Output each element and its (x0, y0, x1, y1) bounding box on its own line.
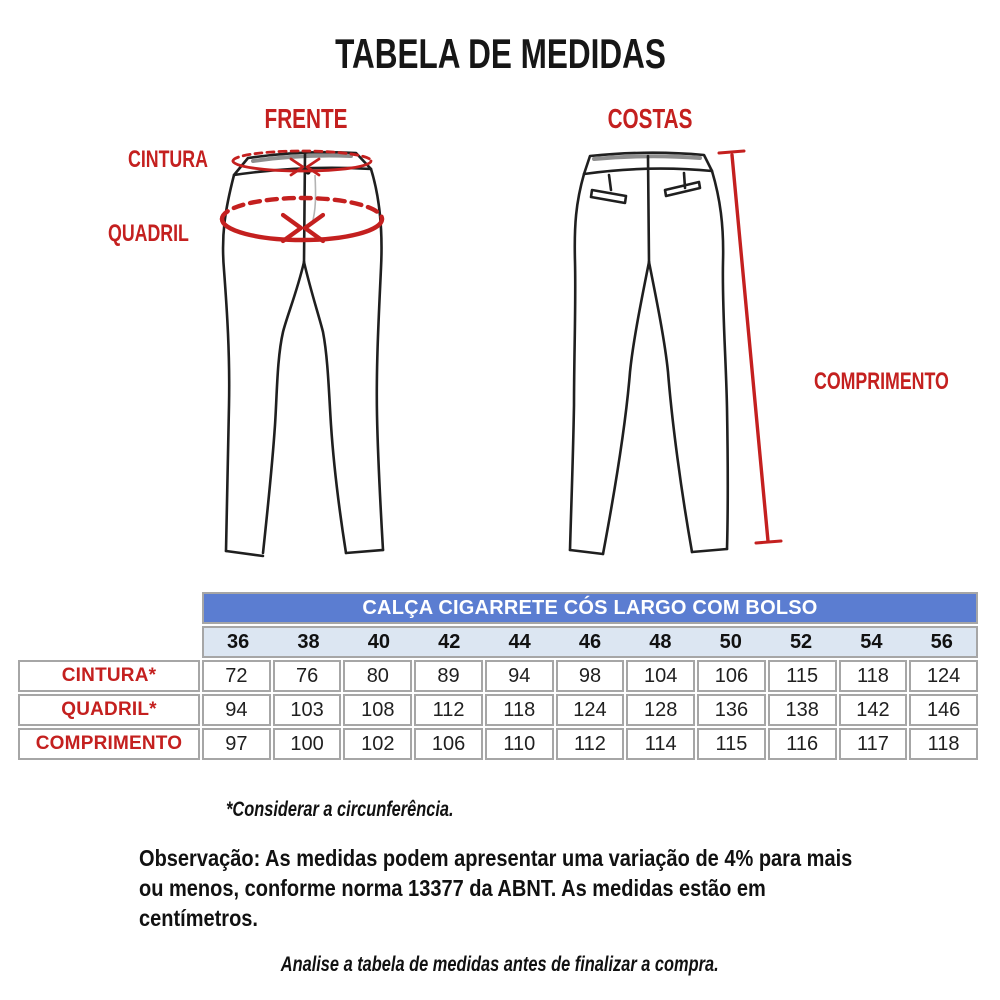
size-column-header: 50 (719, 630, 742, 653)
measurement-value-cell: 72 (202, 660, 271, 692)
measurement-value-cell: 97 (202, 728, 271, 760)
measurement-value-cell: 117 (839, 728, 908, 760)
measurement-value-cell: 124 (556, 694, 625, 726)
measurement-value-cell: 136 (697, 694, 766, 726)
measurement-value-cell: 80 (343, 660, 412, 692)
measurement-value-cell: 100 (273, 728, 342, 760)
measurement-value-cell: 124 (909, 660, 978, 692)
size-table (18, 592, 978, 760)
measurement-value-cell: 108 (343, 694, 412, 726)
pants-front-drawing (223, 152, 383, 556)
measurement-row-label: QUADRIL* (18, 694, 200, 726)
size-column-header: 48 (649, 630, 672, 653)
size-header-row (202, 626, 978, 658)
size-column-header: 54 (860, 630, 883, 653)
observation-line: centímetros. (139, 905, 258, 931)
waist-measure-ellipse (233, 151, 371, 175)
measurement-value-cell: 94 (485, 660, 554, 692)
measurement-row-label: CINTURA* (18, 660, 200, 692)
length-measure-line (719, 151, 781, 543)
measurement-value-cell: 76 (273, 660, 342, 692)
pants-back-drawing (570, 153, 728, 554)
final-note: Analise a tabela de medidas antes de finalizar a compra. (281, 953, 719, 976)
waist-label: CINTURA (128, 146, 208, 173)
measurement-value-cell: 146 (909, 694, 978, 726)
length-label: COMPRIMENTO (814, 368, 949, 395)
hip-measure-ellipse (222, 198, 382, 241)
measurement-value-cell: 102 (343, 728, 412, 760)
size-column-header: 52 (789, 630, 813, 653)
observation-line: ou menos, conforme norma 13377 da ABNT. As medidas estão em (139, 875, 766, 901)
measurement-value-cell: 103 (273, 694, 342, 726)
back-pocket-left (591, 190, 626, 203)
measurement-value-cell: 112 (414, 694, 483, 726)
size-column-header: 40 (367, 630, 391, 653)
measurement-value-cell: 114 (626, 728, 695, 760)
measurement-value-cell: 115 (697, 728, 766, 760)
measurement-value-cell: 116 (768, 728, 837, 760)
fly-button-dot (305, 169, 310, 174)
measurement-value-cell: 106 (414, 728, 483, 760)
measurement-value-cell: 106 (697, 660, 766, 692)
measurement-value-cell: 89 (414, 660, 483, 692)
measurement-value-cell: 118 (909, 728, 978, 760)
size-column-header: 38 (297, 630, 320, 653)
measurement-value-cell: 104 (626, 660, 695, 692)
back-view-label: COSTAS (607, 103, 693, 134)
size-column-header: 56 (930, 630, 953, 653)
asterisk-note: *Considerar a circunferência. (226, 798, 454, 821)
hip-label: QUADRIL (108, 220, 189, 247)
observation-line: Observação: As medidas podem apresentar uma variação de 4% para mais (139, 845, 853, 871)
page-title (0, 30, 1000, 78)
size-column-header: 42 (438, 630, 461, 653)
observation-note (139, 843, 959, 933)
measurement-value-cell: 98 (556, 660, 625, 692)
measurement-row-label: COMPRIMENTO (18, 728, 200, 760)
size-table-title: CALÇA CIGARRETE CÓS LARGO COM BOLSO (202, 592, 978, 624)
measurement-value-cell: 142 (839, 694, 908, 726)
measurement-value-cell: 118 (485, 694, 554, 726)
measurement-value-cell: 128 (626, 694, 695, 726)
size-column-header: 44 (508, 630, 531, 653)
page-title-text: TABELA DE MEDIDAS (334, 30, 666, 77)
front-view-label: FRENTE (264, 103, 348, 134)
measurement-value-cell: 138 (768, 694, 837, 726)
measurement-value-cell: 94 (202, 694, 271, 726)
measurement-value-cell: 112 (556, 728, 625, 760)
size-column-header: 36 (227, 630, 250, 653)
back-pocket-right (665, 182, 700, 196)
size-column-header: 46 (578, 630, 602, 653)
measurement-value-cell: 110 (485, 728, 554, 760)
measurement-value-cell: 115 (768, 660, 837, 692)
measurement-value-cell: 118 (839, 660, 908, 692)
